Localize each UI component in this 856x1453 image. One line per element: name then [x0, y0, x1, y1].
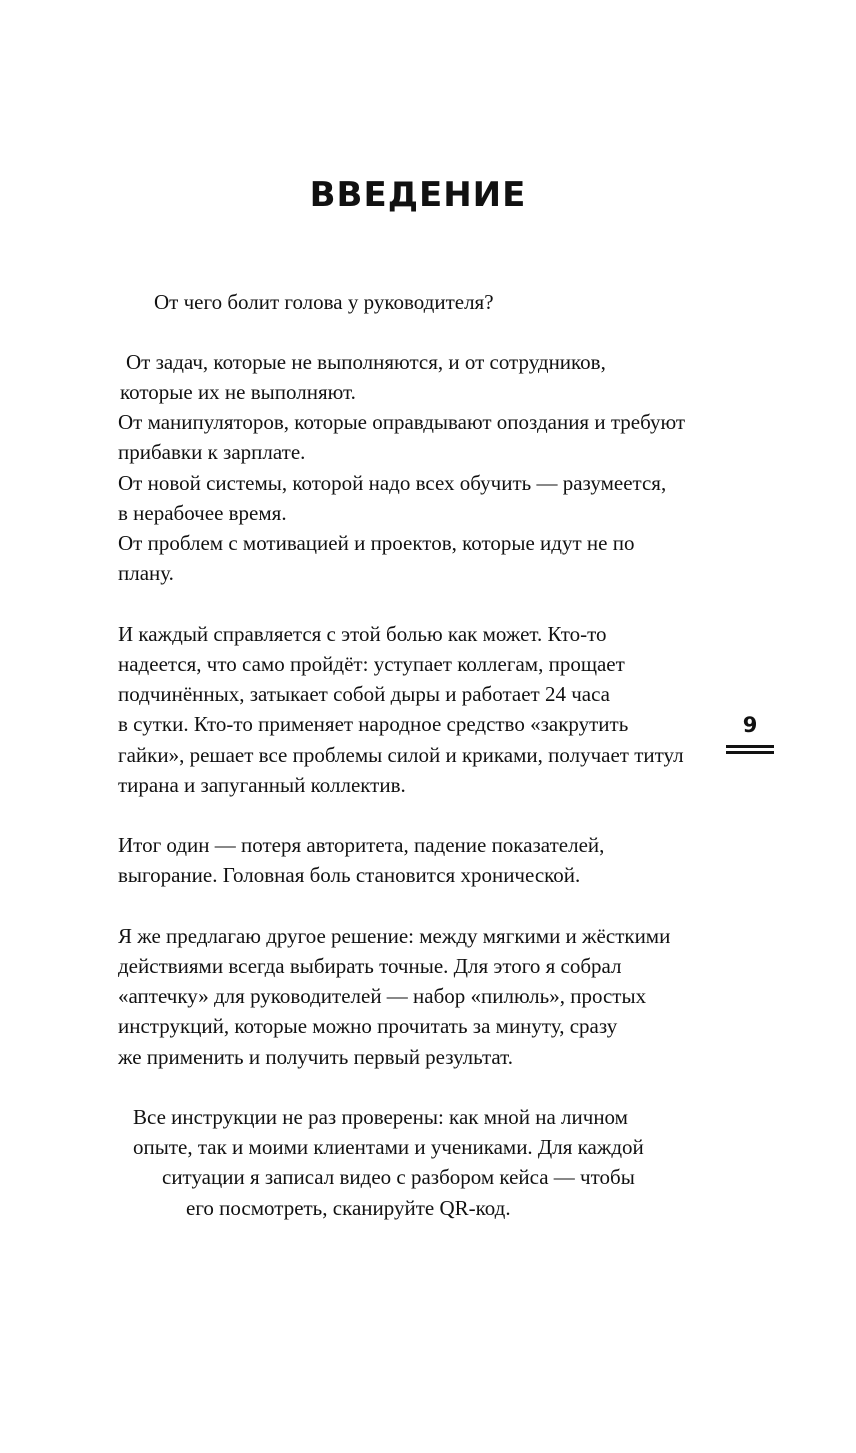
paragraph-2-line: подчинённых, затыкает собой дыры и работает 24 часа	[118, 682, 610, 706]
paragraph-2-line: в сутки. Кто-то применяет народное средство «закрутить	[118, 712, 629, 736]
page-number: 9	[742, 713, 758, 737]
paragraph-5-line: ситуации я записал видео с разбором кейса — чтобы	[162, 1165, 635, 1189]
paragraph-1-line: которые их не выполняют.	[120, 380, 356, 404]
paragraph-4-line: «аптечку» для руководителей — набор «пилюль», простых	[118, 984, 647, 1008]
paragraph-4-line: же применить и получить первый результат.	[118, 1045, 514, 1069]
paragraph-2-line: надеется, что само пройдёт: уступает коллегам, прощает	[118, 652, 625, 676]
paragraph-1-line: в нерабочее время.	[118, 501, 287, 525]
page-number-rule-bottom	[726, 751, 774, 754]
paragraph-1-line: От манипуляторов, которые оправдывают опоздания и требуют	[118, 410, 686, 434]
paragraph-5-line: опыте, так и моими клиентами и учениками. Для каждой	[133, 1135, 644, 1159]
paragraph-1-line: прибавки к зарплате.	[118, 440, 306, 464]
paragraph-2-line: тирана и запуганный коллектив.	[118, 773, 406, 797]
paragraph-1-line: плану.	[118, 561, 174, 585]
intro-question: От чего болит голова у руководителя?	[154, 290, 494, 314]
paragraph-3-line: выгорание. Головная боль становится хронической.	[118, 863, 581, 887]
paragraph-1-line: От проблем с мотивацией и проектов, которые идут не по	[118, 531, 635, 555]
paragraph-4-line: действиями всегда выбирать точные. Для этого я собрал	[118, 954, 622, 978]
paragraph-5-line: Все инструкции не раз проверены: как мной на личном	[133, 1105, 628, 1129]
chapter-title: ВВЕДЕНИЕ	[309, 175, 527, 215]
paragraph-4-line: инструкций, которые можно прочитать за минуту, сразу	[118, 1014, 618, 1038]
paragraph-5-line: его посмотреть, сканируйте QR-код.	[186, 1196, 511, 1220]
paragraph-3-line: Итог один — потеря авторитета, падение показателей,	[118, 833, 605, 857]
paragraph-4-line: Я же предлагаю другое решение: между мягкими и жёсткими	[118, 924, 671, 948]
paragraph-1-line: От задач, которые не выполняются, и от сотрудников,	[126, 350, 606, 374]
page-number-rule-top	[726, 745, 774, 748]
paragraph-2-line: И каждый справляется с этой болью как может. Кто-то	[118, 622, 607, 646]
paragraph-1-line: От новой системы, которой надо всех обучить — разумеется,	[118, 471, 667, 495]
paragraph-2-line: гайки», решает все проблемы силой и криками, получает титул	[118, 743, 684, 767]
